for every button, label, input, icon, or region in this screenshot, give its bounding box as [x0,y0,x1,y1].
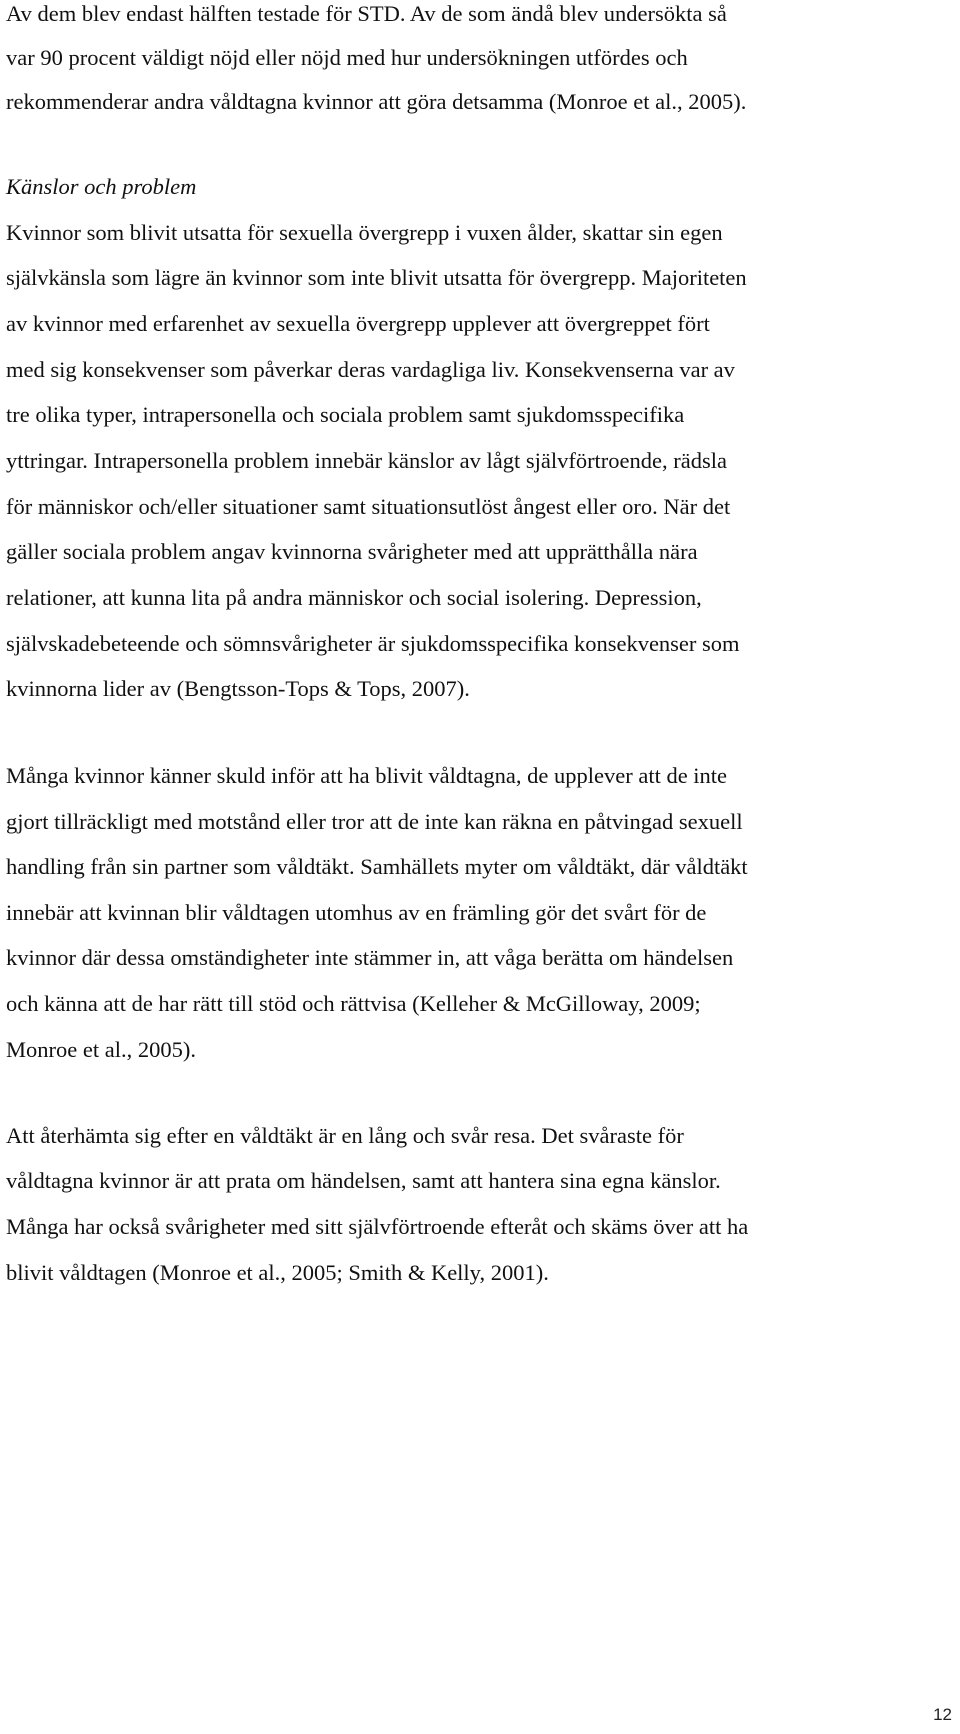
text-line: självskadebeteende och sömnsvårigheter är sjukdomsspecifika konsekvenser som [6,631,740,656]
text-line: våldtagna kvinnor är att prata om händelsen, samt att hantera sina egna känslor. [6,1168,721,1193]
text-line: innebär att kvinnan blir våldtagen utomhus av en främling gör det svårt för de [6,900,707,925]
text-line: relationer, att kunna lita på andra människor och social isolering. Depression, [6,585,702,610]
text-line: gäller sociala problem angav kvinnorna svårigheter med att upprätthålla nära [6,539,698,564]
text-line: Många har också svårigheter med sitt självförtroende efteråt och skäms över att ha [6,1214,749,1239]
text-line: blivit våldtagen (Monroe et al., 2005; Smith & Kelly, 2001). [6,1260,549,1285]
text-line: Många kvinnor känner skuld inför att ha blivit våldtagna, de upplever att de inte [6,763,728,788]
text-line: yttringar. Intrapersonella problem innebär känslor av lågt självförtroende, rädsla [6,448,727,473]
text-line: handling från sin partner som våldtäkt. Samhällets myter om våldtäkt, där våldtäkt [6,854,748,879]
text-line: kvinnor där dessa omständigheter inte stämmer in, att våga berätta om händelsen [6,945,734,970]
text-line: rekommenderar andra våldtagna kvinnor att göra detsamma (Monroe et al., 2005). [6,89,747,114]
text-line: var 90 procent väldigt nöjd eller nöjd med hur undersökningen utfördes och [6,45,688,70]
text-line: Monroe et al., 2005). [6,1037,196,1062]
text-line: självkänsla som lägre än kvinnor som inte blivit utsatta för övergrepp. Majoriteten [6,265,747,290]
text-line: och känna att de har rätt till stöd och rättvisa (Kelleher & McGilloway, 2009; [6,991,701,1016]
text-line: gjort tillräckligt med motstånd eller tror att de inte kan räkna en påtvingad sexuell [6,809,743,834]
page-number: 12 [933,1705,952,1724]
section-heading: Känslor och problem [6,174,197,199]
text-line: kvinnorna lider av (Bengtsson-Tops & Tops, 2007). [6,676,470,701]
text-line: Av dem blev endast hälften testade för STD. Av de som ändå blev undersökta så [6,1,727,26]
text-line: med sig konsekvenser som påverkar deras vardagliga liv. Konsekvenserna var av [6,357,735,382]
text-line: tre olika typer, intrapersonella och sociala problem samt sjukdomsspecifika [6,402,685,427]
text-line: för människor och/eller situationer samt situationsutlöst ångest eller oro. När det [6,494,731,519]
text-line: av kvinnor med erfarenhet av sexuella övergrepp upplever att övergreppet fört [6,311,710,336]
text-line: Kvinnor som blivit utsatta för sexuella övergrepp i vuxen ålder, skattar sin egen [6,220,723,245]
text-line: Att återhämta sig efter en våldtäkt är en lång och svår resa. Det svåraste för [6,1123,684,1148]
